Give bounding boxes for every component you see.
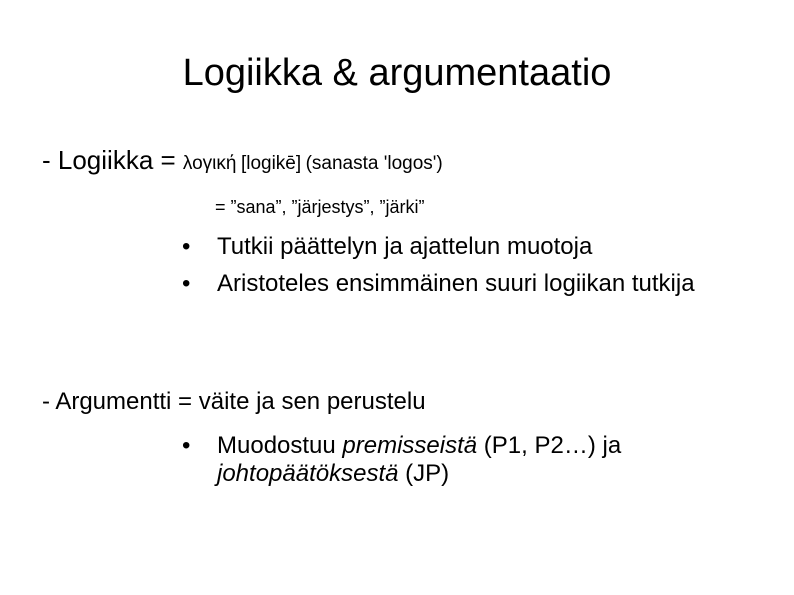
bullet-text-part: (P1, P2…) ja [477,432,622,459]
logic-definition-prefix: - Logiikka = [42,145,183,175]
logos-meaning: = ”sana”, ”järjestys”, ”järki” [215,197,425,217]
bullet-marker: • [182,233,191,260]
list-item [182,270,702,298]
bullet-text-part: (JP) [398,460,450,487]
logic-definition-line [42,144,443,181]
bullet-text: Tutkii päättelyn ja ajattelun muotoja [217,233,593,260]
list-item [182,233,702,261]
bullet-marker: • [182,432,191,459]
premises-term: premisseistä [342,432,478,459]
bullet-text-part: Muodostuu [217,432,343,459]
logic-bullet-list [182,233,702,298]
slide-title: Logiikka & argumentaatio [182,52,612,94]
argument-definition-line: - Argumentti = väite ja sen perustelu [42,388,426,415]
list-item [182,432,702,488]
bullet-marker: • [182,270,191,297]
argument-bullet-list [182,432,702,488]
word-origin: (sanasta 'logos') [305,153,443,174]
transliteration: [logikē] [240,153,302,174]
greek-word: λογική [182,153,237,174]
conclusion-term: johtopäätöksestä [217,460,399,487]
bullet-text: Aristoteles ensimmäinen suuri logiikan tutkija [217,270,695,297]
